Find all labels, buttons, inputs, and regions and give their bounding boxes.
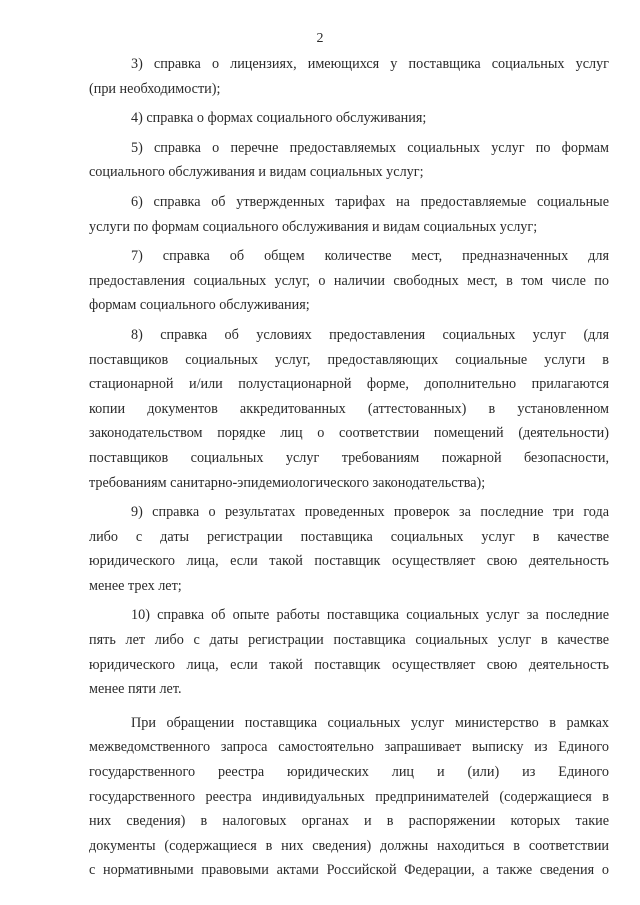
text-line: 5) справка о перечне предоставляемых социальных услуг по формам <box>131 139 609 156</box>
paragraph-item-6 <box>89 190 609 239</box>
paragraph-item-8 <box>89 323 609 495</box>
text-line: менее трех лет; <box>89 577 182 594</box>
text-line: формам социального обслуживания; <box>89 297 310 314</box>
text-line: межведомственного запроса самостоятельно запрашивает выписку из Единого <box>89 739 609 756</box>
text-line: с нормативными правовыми актами Российской Федерации, а также сведения о <box>89 862 609 879</box>
text-line: 7) справка об общем количестве мест, предназначенных для <box>131 248 609 265</box>
text-line: менее пяти лет. <box>89 681 182 698</box>
paragraph-item-5 <box>89 136 609 185</box>
text-line: При обращении поставщика социальных услуг министерство в рамках <box>131 714 609 731</box>
text-line: либо с даты регистрации поставщика социальных услуг в качестве <box>89 528 609 545</box>
text-line: стационарной и/или полустационарной форме, дополнительно прилагаются <box>89 376 609 393</box>
text-line: поставщиков социальных услуг требованиям пожарной безопасности, <box>89 449 609 466</box>
text-line: требованиям санитарно-эпидемиологического законодательства); <box>89 474 486 491</box>
text-line: предоставления социальных услуг, о наличии свободных мест, в том числе по <box>89 272 609 289</box>
page-number: 2 <box>316 31 324 46</box>
document-body <box>89 52 609 883</box>
text-line: них сведения) в налоговых органах и в распоряжении которых такие <box>89 813 609 830</box>
text-line: законодательством порядке лиц о соответствии помещений (деятельности) <box>89 425 609 442</box>
text-line: 4) справка о формах социального обслуживания; <box>131 110 427 127</box>
text-line: юридического лица, если такой поставщик осуществляет свою деятельность <box>89 553 609 570</box>
paragraph-item-4 <box>89 106 609 131</box>
paragraph-item-10 <box>89 603 609 701</box>
text-line: 6) справка об утвержденных тарифах на предоставляемые социальные <box>131 193 609 210</box>
text-line: копии документов аккредитованных (аттестованных) в установленном <box>89 400 609 417</box>
text-line: государственного реестра юридических лиц и (или) из Единого <box>89 764 609 781</box>
text-line: юридического лица, если такой поставщик осуществляет свою деятельность <box>89 656 609 673</box>
text-line: пять лет либо с даты регистрации поставщика социальных услуг в качестве <box>89 632 609 649</box>
paragraph-item-9 <box>89 500 609 598</box>
text-line: социального обслуживания и видам социальных услуг; <box>89 164 424 181</box>
paragraph-item-7 <box>89 244 609 318</box>
text-line: (при необходимости); <box>89 80 221 97</box>
text-line: 8) справка об условиях предоставления социальных услуг (для <box>131 326 609 343</box>
text-line: поставщиков социальных услуг, предоставляющих социальные услуги в <box>89 351 609 368</box>
text-line: документы (содержащиеся в них сведения) должны находиться в соответствии <box>89 837 609 854</box>
text-line: 10) справка об опыте работы поставщика социальных услуг за последние <box>131 607 609 624</box>
paragraph-interagency-request <box>89 711 609 883</box>
text-line: услуги по формам социального обслуживания и видам социальных услуг; <box>89 218 538 235</box>
text-line: 3) справка о лицензиях, имеющихся у поставщика социальных услуг <box>131 56 609 72</box>
paragraph-item-3 <box>89 52 609 101</box>
text-line: государственного реестра индивидуальных предпринимателей (содержащиеся в <box>89 788 609 805</box>
text-line: 9) справка о результатах проведенных проверок за последние три года <box>131 504 609 521</box>
